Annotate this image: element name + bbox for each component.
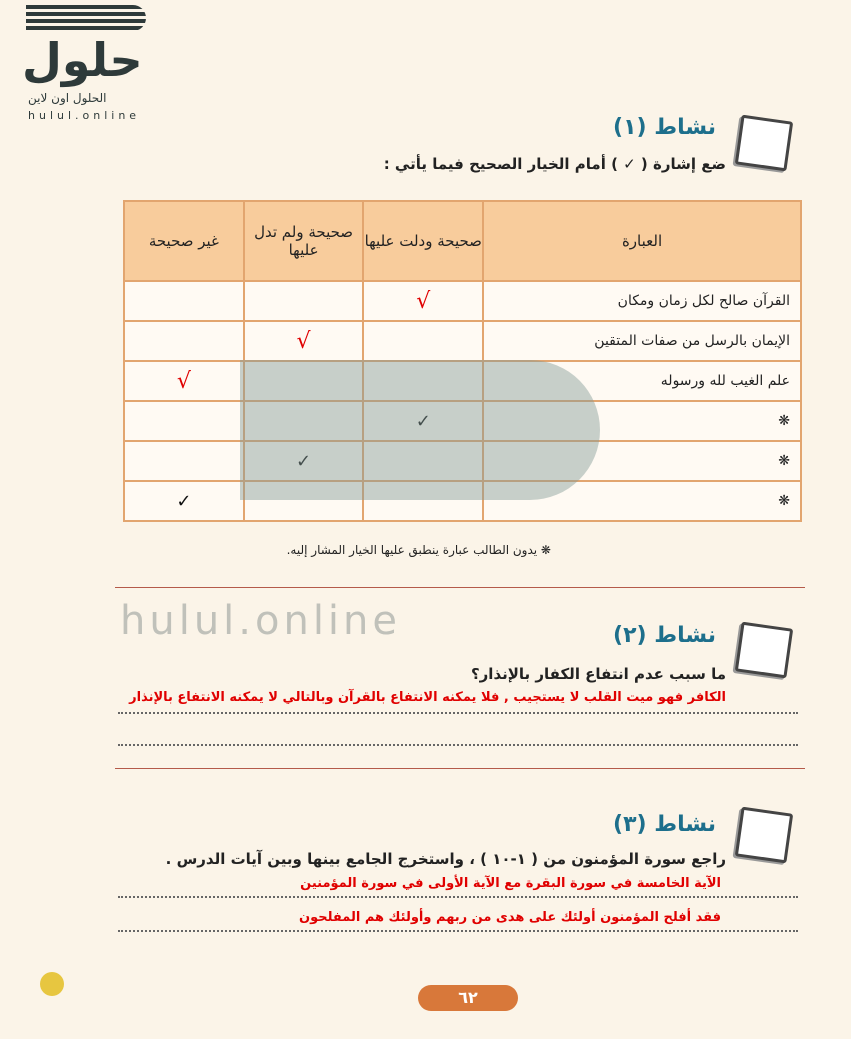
row-phrase: ❋ (483, 441, 801, 481)
empty-cell[interactable] (244, 401, 364, 441)
table-row (124, 441, 801, 481)
header-phrase: العبارة (483, 201, 801, 281)
empty-cell[interactable] (363, 321, 483, 361)
activity3-answer-1[interactable]: الآية الخامسة في سورة البقرة مع الآية الأولى في سورة المؤمنين (300, 876, 721, 891)
activity1-title: نشاط (١) (613, 115, 716, 140)
table-row (124, 321, 801, 361)
notebook-icon (735, 115, 793, 172)
logo-main: حلول (22, 33, 143, 87)
table-header-row (124, 201, 801, 281)
row-phrase: ❋ (483, 481, 801, 521)
check-mark[interactable]: ✓ (363, 401, 483, 441)
hulul-logo (12, 5, 162, 125)
notebook-icon (735, 807, 793, 864)
logo-english: hulul.online (28, 109, 141, 122)
notebook-icon (735, 622, 793, 679)
header-correct-indicated: صحيحة ودلت عليها (363, 201, 483, 281)
empty-cell[interactable] (363, 361, 483, 401)
activity1-instruction: ضع إشارة ( ✓ ) أمام الخيار الصحيح فيما يأتي : (383, 155, 726, 173)
table-row (124, 361, 801, 401)
activity2-question: ما سبب عدم انتفاع الكفار بالإنذار؟ (470, 665, 726, 683)
row-phrase: ❋ (483, 401, 801, 441)
table-row (124, 401, 801, 441)
logo-mark (26, 5, 146, 31)
answer-line (118, 930, 798, 932)
watermark-text: hulul.online (120, 598, 402, 644)
header-correct-not-indicated: صحيحة ولم تدل عليها (244, 201, 364, 281)
empty-cell[interactable] (124, 401, 244, 441)
empty-cell[interactable] (244, 281, 364, 321)
activity1-footnote: ❋ يدون الطالب عبارة ينطبق عليها الخيار المشار إليه. (286, 543, 551, 557)
empty-cell[interactable] (363, 481, 483, 521)
logo-arabic: الحلول اون لاين (28, 91, 107, 105)
empty-cell[interactable] (124, 281, 244, 321)
activity3-title: نشاط (٣) (613, 812, 716, 837)
answer-line (118, 712, 798, 714)
empty-cell[interactable] (244, 361, 364, 401)
activity3-answer-2[interactable]: فقد أفلح المؤمنون أولئك على هدى من ربهم وأولئك هم المفلحون (298, 910, 721, 925)
row-phrase: علم الغيب لله ورسوله (483, 361, 801, 401)
row-phrase: الإيمان بالرسل من صفات المتقين (483, 321, 801, 361)
empty-cell[interactable] (244, 481, 364, 521)
activity2-title: نشاط (٢) (613, 623, 716, 648)
activity2-answer[interactable]: الكافر فهو ميت القلب لا يستجيب , فلا يمكنه الانتفاع بالقرآن وبالتالي لا يمكنه الانتفاع بالإنذار (129, 690, 726, 705)
activity1-table (123, 200, 802, 522)
divider (115, 768, 805, 769)
answer-line (118, 744, 798, 746)
check-mark[interactable]: √ (363, 281, 483, 321)
divider (115, 587, 805, 588)
check-mark[interactable]: ✓ (124, 481, 244, 521)
table-row (124, 481, 801, 521)
header-incorrect: غير صحيحة (124, 201, 244, 281)
answer-line (118, 896, 798, 898)
empty-cell[interactable] (124, 321, 244, 361)
activity3-question: راجع سورة المؤمنون من ( ١-١٠ ) ، واستخرج الجامع بينها وبين آيات الدرس . (165, 850, 726, 868)
page-number: ٦٢ (418, 985, 518, 1011)
ornament-icon (40, 972, 64, 996)
row-phrase: القرآن صالح لكل زمان ومكان (483, 281, 801, 321)
check-mark[interactable]: √ (244, 321, 364, 361)
check-mark[interactable]: ✓ (244, 441, 364, 481)
check-mark[interactable]: √ (124, 361, 244, 401)
empty-cell[interactable] (124, 441, 244, 481)
table-row (124, 281, 801, 321)
empty-cell[interactable] (363, 441, 483, 481)
